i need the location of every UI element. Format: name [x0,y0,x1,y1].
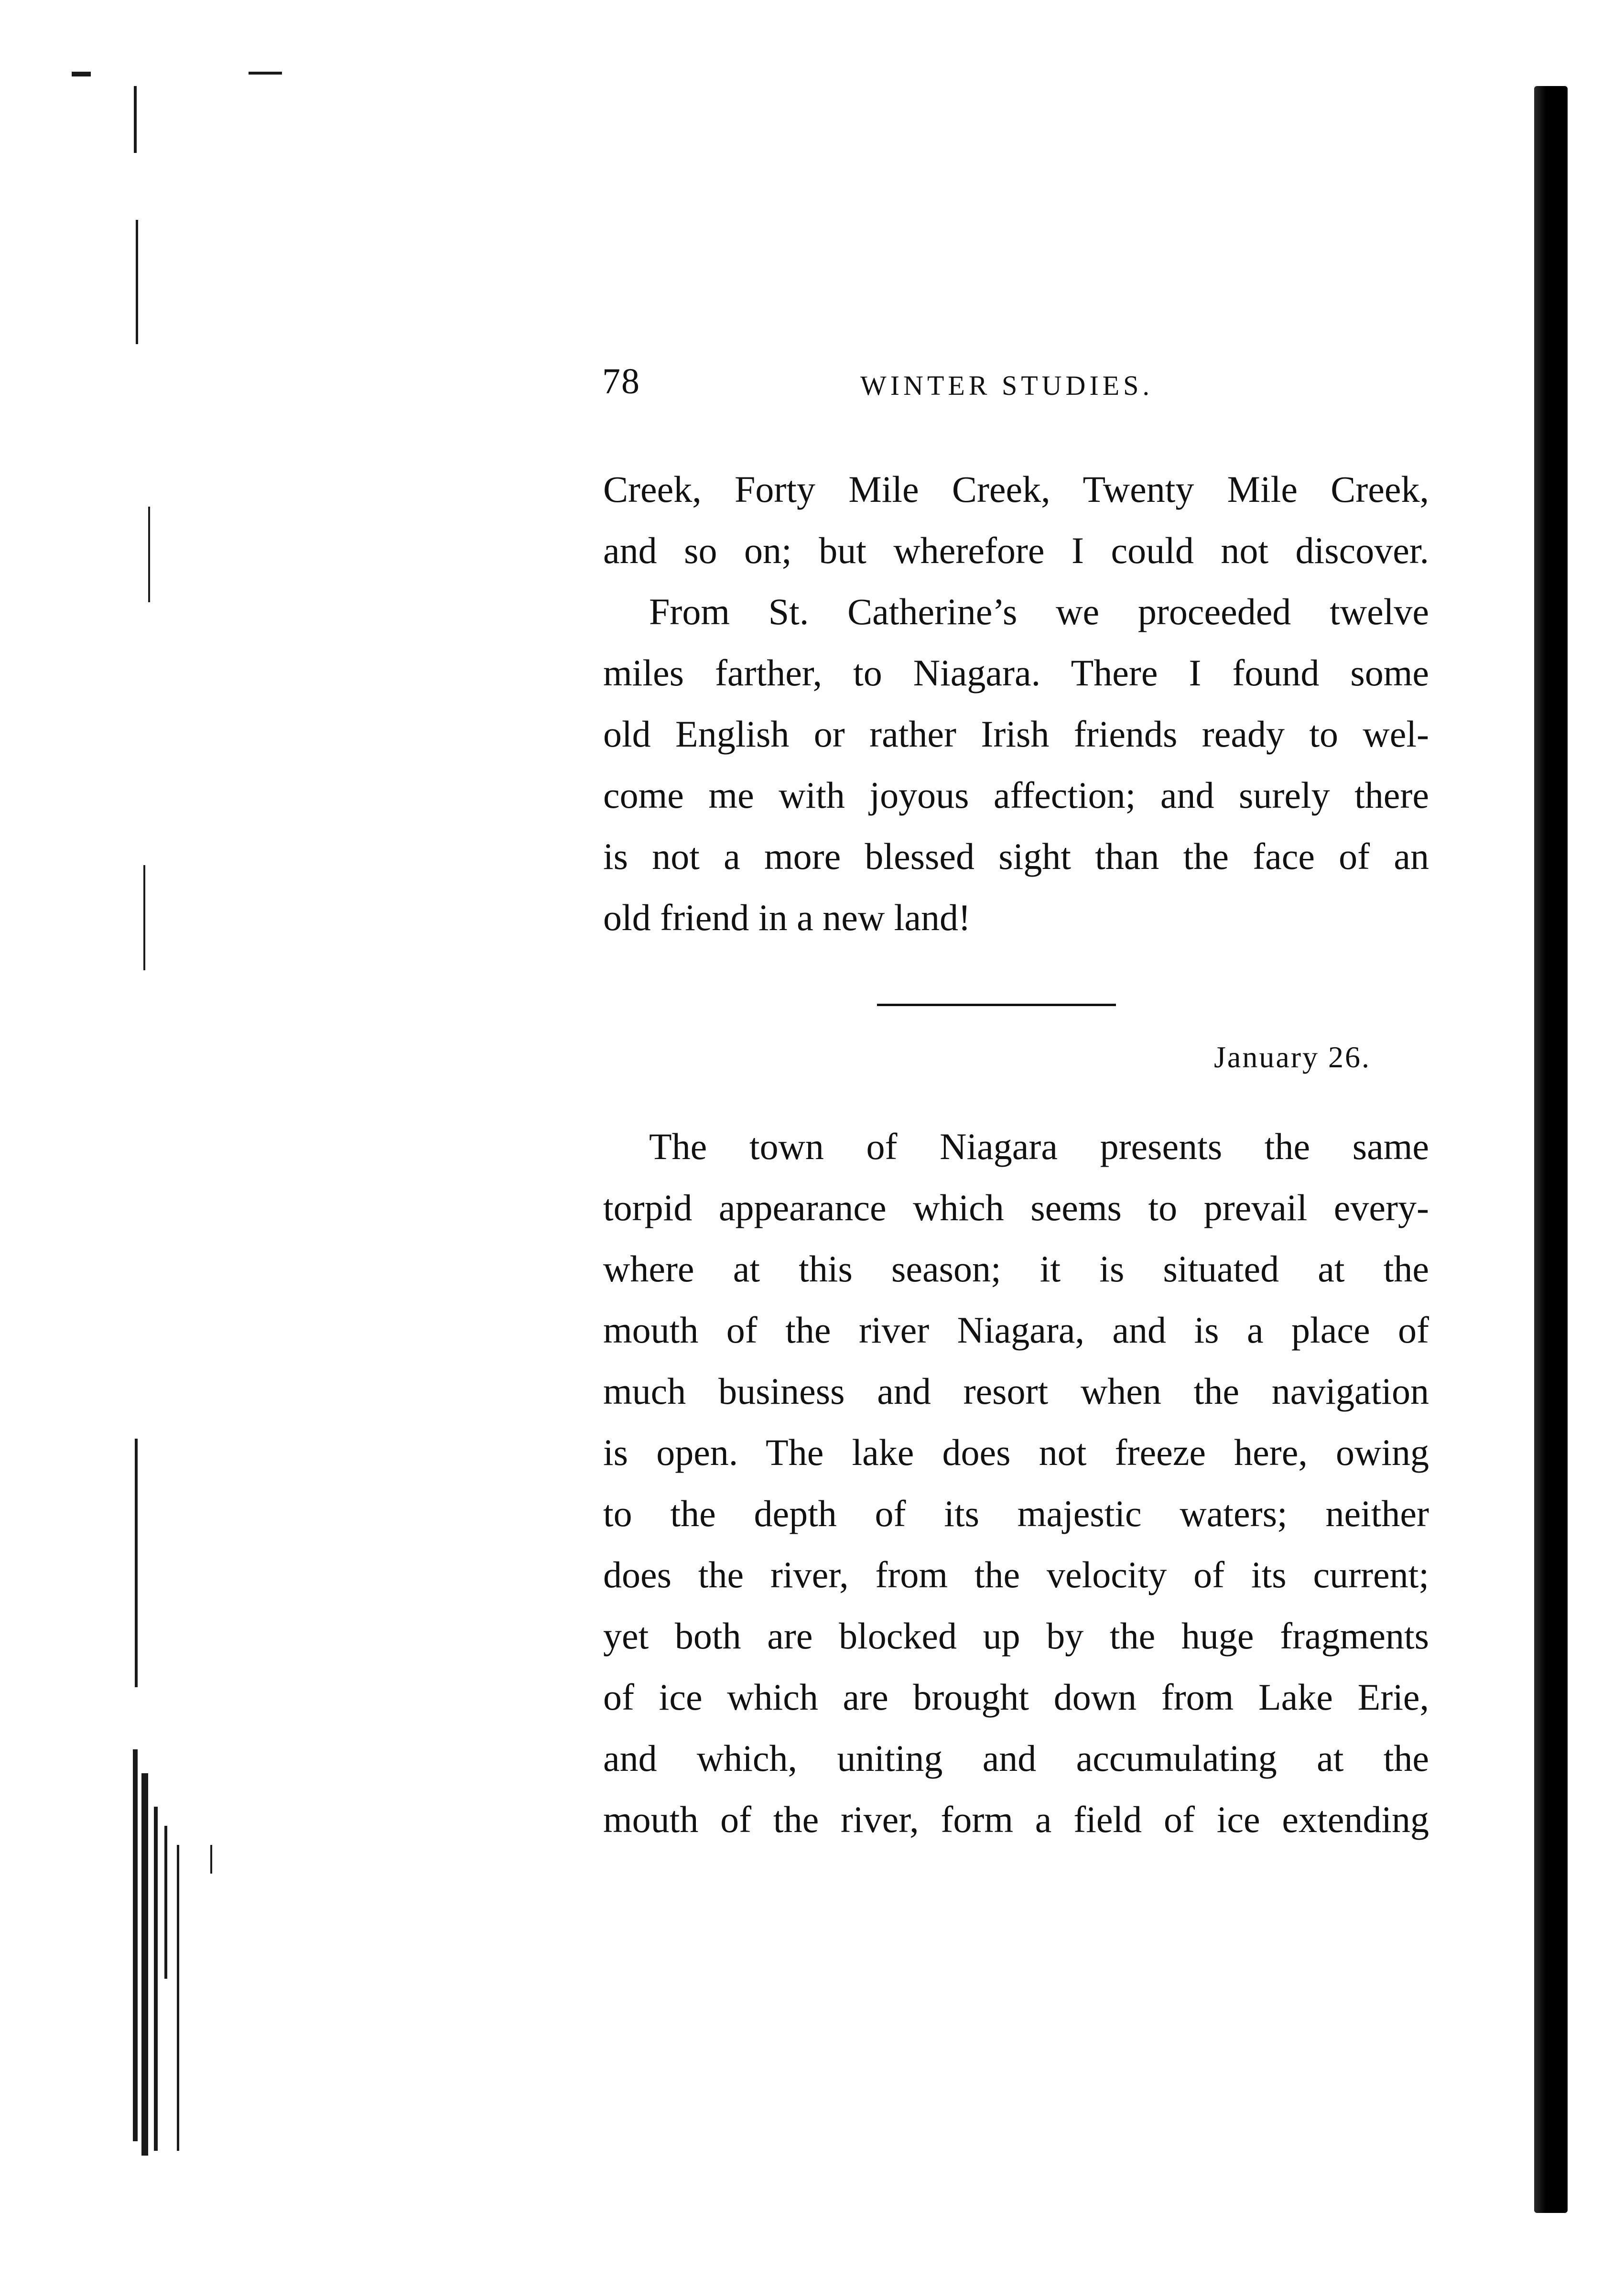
text-line: From St. Catherine’s we proceeded twelve [649,591,1429,632]
running-head: WINTER STUDIES. [860,370,1153,401]
text-line: yet both are blocked up by the huge fragments [603,1615,1429,1657]
text-line: where at this season; it is situated at the [603,1248,1429,1290]
text-line: much business and resort when the navigation [603,1370,1429,1412]
text-line: Creek, Forty Mile Creek, Twenty Mile Creek, [603,468,1429,510]
page-number: 78 [602,361,640,401]
page-edge-shadow [1534,86,1568,2213]
text-line: is open. The lake does not freeze here, owing [603,1431,1429,1473]
text-line: is not a more blessed sight than the face of an [603,835,1429,877]
text-line: does the river, from the velocity of its current; [603,1554,1429,1595]
text-line: old English or rather Irish friends ready to wel- [603,713,1429,755]
text-line: mouth of the river Niagara, and is a place of [603,1309,1429,1351]
binding-shadow [129,76,244,2237]
text-line: mouth of the river, form a field of ice extending [603,1799,1429,1840]
text-line: miles farther, to Niagara. There I found some [603,652,1429,694]
text-line: come me with joyous affection; and surely there [603,774,1429,816]
text-line: and so on; but wherefore I could not discover. [603,530,1429,571]
text-block-1 [603,459,1429,948]
text-line: The town of Niagara presents the same [649,1126,1429,1167]
dateline: January 26. [1214,1040,1371,1074]
section-divider [877,1004,1116,1006]
text-line: and which, uniting and accumulating at the [603,1737,1429,1779]
scan-artifact-dash [249,72,282,75]
text-block-2 [603,1116,1429,1850]
scan-artifact-dash [72,72,91,76]
text-line: torpid appearance which seems to prevail every- [603,1187,1429,1228]
text-line: old friend in a new land! [603,897,971,938]
text-line: to the depth of its majestic waters; neither [603,1493,1429,1534]
text-line: of ice which are brought down from Lake Erie, [603,1676,1429,1718]
page-header [602,361,1424,413]
